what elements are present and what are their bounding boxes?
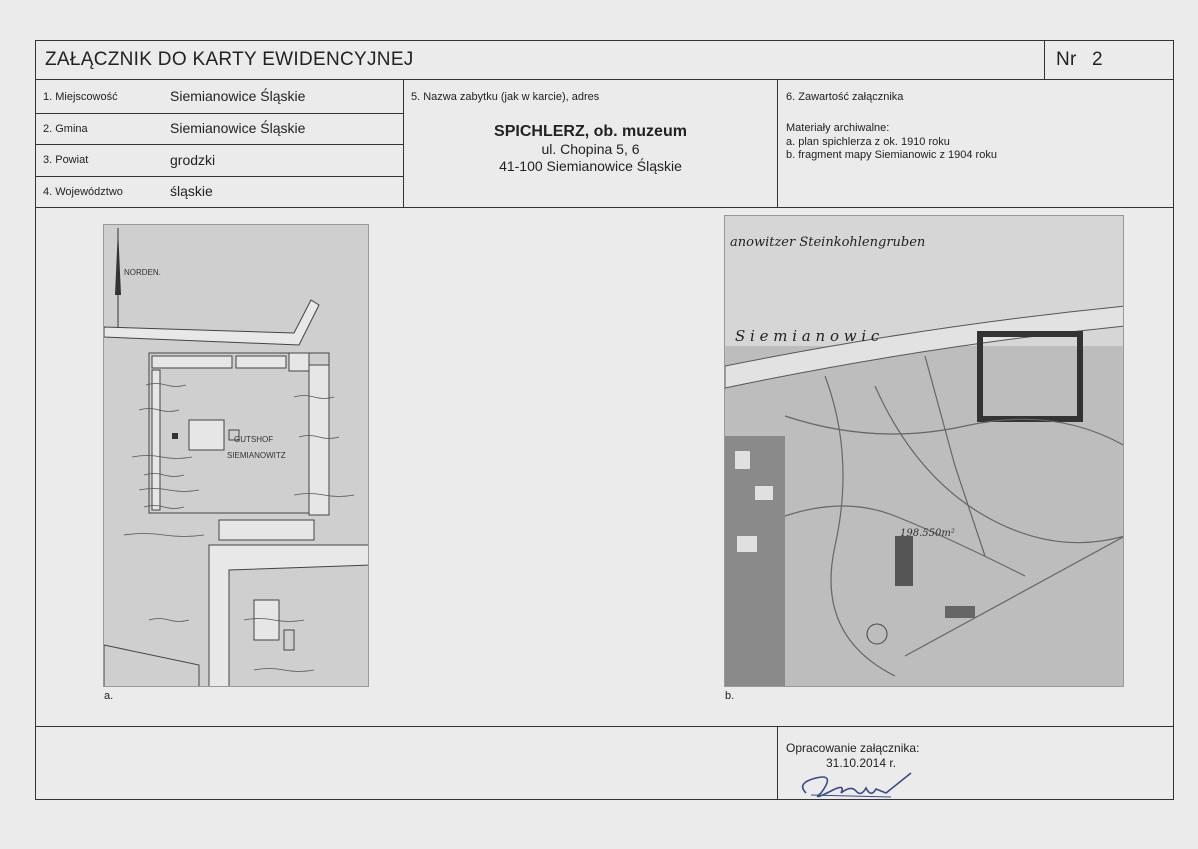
- contents-label: 6. Zawartość załącznika: [786, 91, 904, 103]
- monument-label: 5. Nazwa zabytku (jak w karcie), adres: [411, 91, 600, 103]
- gmina-label: 2. Gmina: [43, 123, 88, 135]
- plan-gutshof-label-2: SIEMIANOWITZ: [227, 451, 286, 460]
- figure-a-plan: [103, 224, 369, 687]
- monument-name: SPICHLERZ, ob. muzeum: [494, 123, 687, 140]
- contents-item-a: a. plan spichlerza z ok. 1910 roku: [786, 136, 950, 148]
- prepared-label: Opracowanie załącznika:: [786, 741, 920, 755]
- map-siemianowitz-text: S i e m i a n o w i c: [735, 327, 880, 345]
- powiat-value: grodzki: [170, 152, 216, 168]
- signature: [791, 763, 926, 803]
- map-drawing: [725, 216, 1124, 687]
- miejscowosc-value: Siemianowice Śląskie: [170, 88, 306, 104]
- wojewodztwo-label: 4. Województwo: [43, 186, 123, 198]
- plan-drawing: [104, 225, 369, 687]
- attachment-form: [35, 40, 1174, 800]
- contents-heading: Materiały archiwalne:: [786, 122, 890, 134]
- figure-b-map: [724, 215, 1124, 687]
- form-title: ZAŁĄCZNIK DO KARTY EWIDENCYJNEJ: [45, 49, 414, 70]
- nr-value: 2: [1092, 49, 1103, 70]
- powiat-label: 3. Powiat: [43, 154, 89, 166]
- nr-label: Nr: [1056, 49, 1077, 70]
- figure-b-caption: b.: [725, 690, 735, 702]
- map-measure-text: 198.550m²: [900, 528, 955, 539]
- map-header-text: anowitzer Steinkohlengruben: [730, 235, 926, 250]
- gmina-value: Siemianowice Śląskie: [170, 120, 306, 136]
- monument-street: ul. Chopina 5, 6: [541, 141, 640, 157]
- figure-a-caption: a.: [104, 690, 114, 702]
- plan-north-label: NORDEN.: [124, 268, 161, 277]
- miejscowosc-label: 1. Miejscowość: [43, 91, 118, 103]
- monument-city: 41-100 Siemianowice Śląskie: [499, 158, 682, 174]
- contents-item-b: b. fragment mapy Siemianowic z 1904 roku: [786, 149, 997, 161]
- prepared-date: 31.10.2014 r.: [825, 756, 897, 770]
- plan-gutshof-label-1: GUTSHOF: [234, 435, 274, 444]
- wojewodztwo-value: śląskie: [170, 183, 213, 199]
